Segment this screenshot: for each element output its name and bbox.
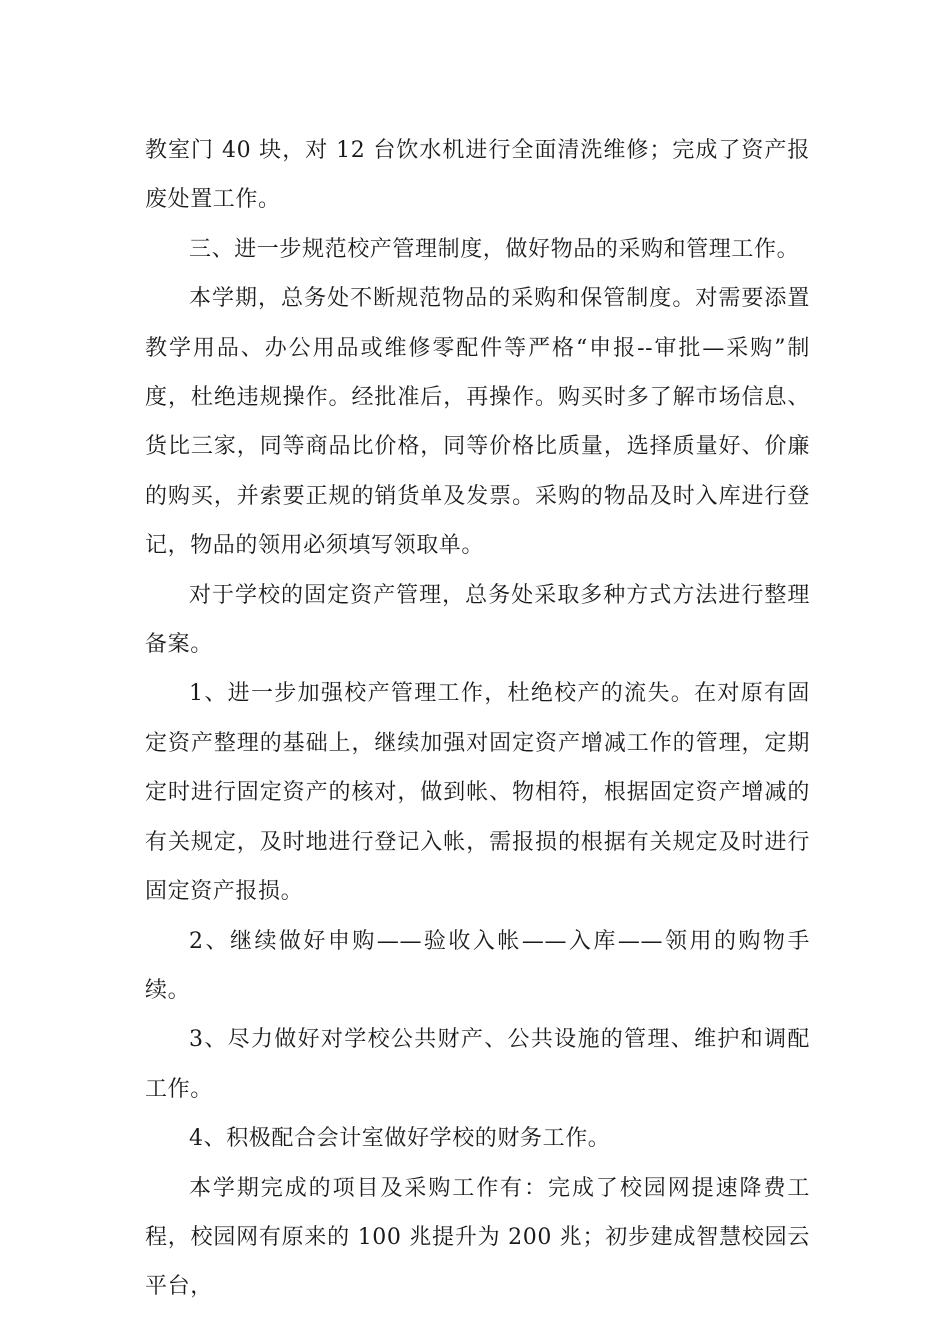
list-item-3: 3、尽力做好对学校公共财产、公共设施的管理、维护和调配工作。 — [145, 1027, 810, 1102]
section-heading-3: 三、进一步规范校产管理制度，做好物品的采购和管理工作。 — [189, 236, 800, 262]
paragraph-fixed-assets: 对于学校的固定资产管理，总务处采取多种方式方法进行整理备案。 — [145, 582, 810, 658]
document-body — [145, 126, 810, 1312]
list-item-2: 2、继续做好申购——验收入帐——入库——领用的购物手续。 — [145, 928, 810, 1003]
list-item-4: 4、积极配合会计室做好学校的财务工作。 — [189, 1126, 611, 1152]
list-item-1: 1、进一步加强校产管理工作，杜绝校产的流失。在对原有固定资产整理的基础上，继续加强对固定资产增减工作的管理，定期定时进行固定资产的核对，做到帐、物相符，根据固定资产增减的有关规定，及时地进行登记入帐，需报损的根据有关规定及时进行固定资产报损。 — [145, 681, 810, 905]
paragraph-projects: 本学期完成的项目及采购工作有：完成了校园网提速降费工程，校园网有原来的 100 兆提升为 200 兆；初步建成智慧校园云平台， — [145, 1175, 810, 1300]
paragraph-continuation: 教室门 40 块，对 12 台饮水机进行全面清洗维修；完成了资产报废处置工作。 — [145, 138, 810, 213]
paragraph-procurement: 本学期，总务处不断规范物品的采购和保管制度。对需要添置教学用品、办公用品或维修零配件等严格“申报--审批—采购”制度，杜绝违规操作。经批准后，再操作。购买时多了解市场信息、货比三家，同等商品比价格，同等价格比质量，选择质量好、价廉的购买，并索要正规的销货单及发票。采购的物品及时入库进行登记，物品的领用必须填写领取单。 — [145, 286, 810, 559]
